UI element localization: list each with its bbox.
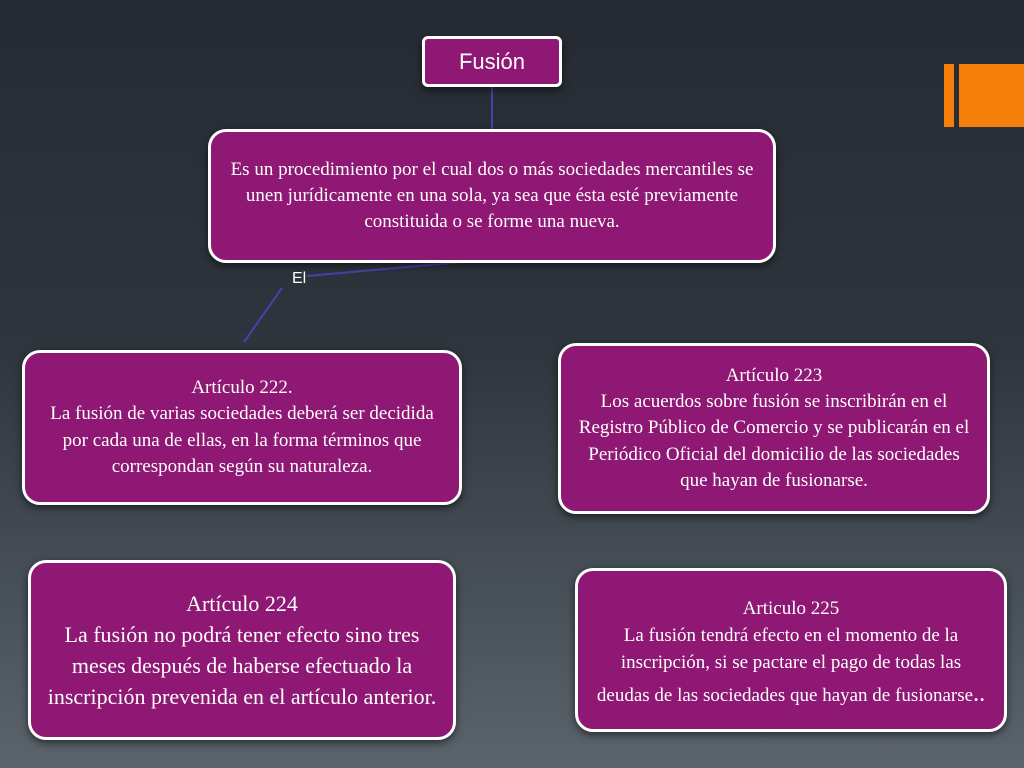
article-224-body: La fusión no podrá tener efecto sino tres meses después de haberse efectuado la inscripción prevenida en el artículo anterior. <box>47 621 437 710</box>
article-223-heading: Artículo 223 <box>725 364 823 386</box>
article-222-node <box>22 350 462 505</box>
connector-to-article-222 <box>244 288 282 342</box>
article-225-body <box>594 622 988 711</box>
article-222-heading: Artículo 222. <box>191 377 293 399</box>
definition-node <box>208 129 776 263</box>
article-222-body: La fusión de varias sociedades deberá ser decidida por cada una de ellas, en la forma términos que correspondan según su naturaleza. <box>50 403 434 477</box>
definition-text: Es un procedimiento por el cual dos o más sociedades mercantiles se unen jurídicamente en una sola, ya sea que ésta esté previamente constituida o se forme una nueva. <box>230 158 754 233</box>
article-223-node <box>558 343 990 514</box>
article-225-body-main: La fusión tendrá efecto en el momento de la inscripción, si se pactare el pago de todas las deudas de las sociedades que hayan de fusionarse <box>596 625 974 706</box>
stray-label: El <box>292 270 307 287</box>
article-225-body-end: .. <box>973 680 986 707</box>
title-node <box>422 36 562 87</box>
article-225-node <box>575 568 1007 732</box>
article-223-body: Los acuerdos sobre fusión se inscribirán en el Registro Público de Comercio y se publicarán en el Periódico Oficial del domicilio de las sociedades que hayan de fusionarse. <box>578 391 970 491</box>
connector-definition-label <box>307 261 474 276</box>
article-224-node <box>28 560 456 740</box>
orange-bar-thin <box>944 64 954 127</box>
orange-bar-wide <box>959 64 1024 127</box>
article-224-heading: Artículo 224 <box>186 590 298 616</box>
article-225-heading: Articulo 225 <box>742 598 840 620</box>
title-text: Fusión <box>458 48 526 74</box>
